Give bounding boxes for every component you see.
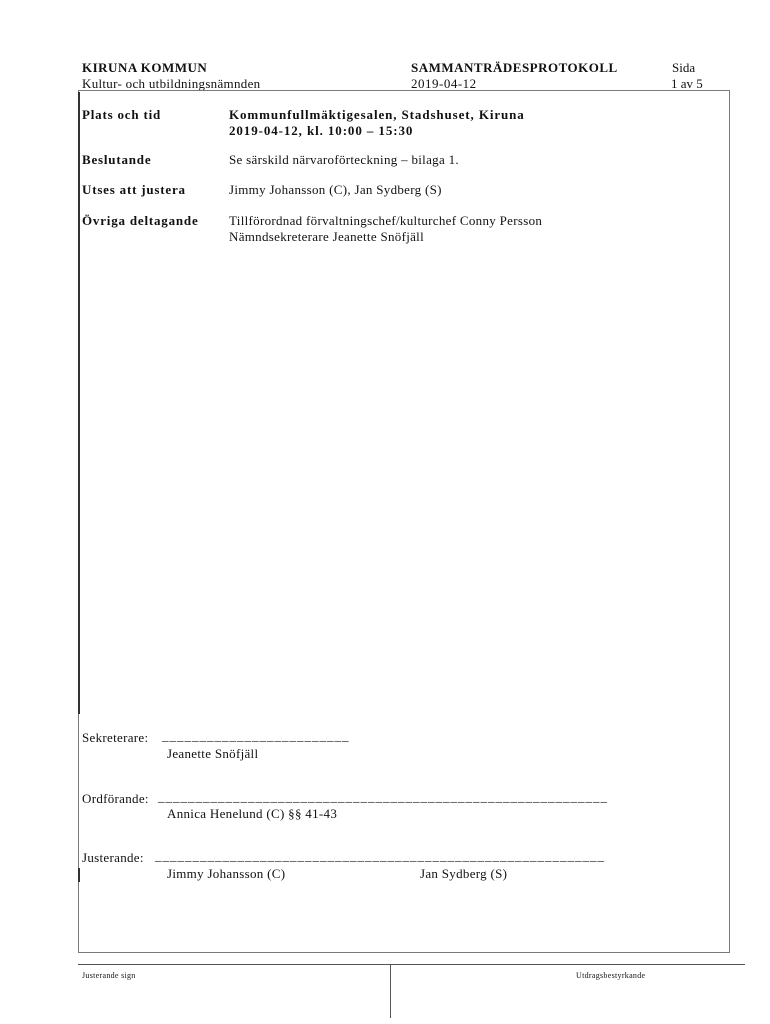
footer-extract-certification: Utdragsbestyrkande (576, 971, 646, 980)
deciding-label: Beslutande (82, 152, 152, 167)
chair-label: Ordförande: (82, 791, 149, 806)
footer-adjuster-sign: Justerande sign (82, 971, 136, 980)
page-label: Sida (672, 60, 696, 75)
document-type: SAMMANTRÄDESPROTOKOLL (411, 60, 618, 75)
secretary-name: Jeanette Snöfjäll (167, 746, 259, 761)
place-label: Plats och tid (82, 107, 162, 122)
document-date: 2019-04-12 (411, 76, 477, 91)
place-value: Kommunfullmäktigesalen, Stadshuset, Kiruna (229, 107, 525, 122)
adjust-value: Jimmy Johansson (C), Jan Sydberg (S) (229, 182, 442, 197)
chair-name: Annica Henelund (C) §§ 41-43 (167, 806, 338, 821)
secretary-signature-line: _________________________ (162, 728, 350, 743)
organization-name: KIRUNA KOMMUN (82, 60, 208, 75)
secretary-label: Sekreterare: (82, 730, 149, 745)
department-name: Kultur- och utbildningsnämnden (82, 76, 261, 91)
time-value: 2019-04-12, kl. 10:00 – 15:30 (229, 123, 414, 138)
deciding-value: Se särskild närvaroförteckning – bilaga 1. (229, 152, 459, 167)
adjuster-signature-line: ____________________________________________________________ (155, 848, 605, 863)
adjuster-name-1: Jimmy Johansson (C) (167, 866, 286, 881)
adjuster-name-2: Jan Sydberg (S) (420, 866, 508, 881)
footer-divider (390, 964, 391, 1018)
chair-signature-line: ____________________________________________________________ (158, 789, 608, 804)
footer-rule (78, 964, 745, 965)
others-line-2: Nämndsekreterare Jeanette Snöfjäll (229, 229, 425, 244)
page-number: 1 av 5 (671, 76, 703, 91)
others-label: Övriga deltagande (82, 213, 199, 228)
frame-left-accent (78, 92, 80, 714)
frame-tick (78, 868, 80, 882)
adjust-label: Utses att justera (82, 182, 186, 197)
others-line-1: Tillförordnad förvaltningschef/kulturchef Conny Persson (229, 213, 543, 228)
adjuster-label: Justerande: (82, 850, 144, 865)
